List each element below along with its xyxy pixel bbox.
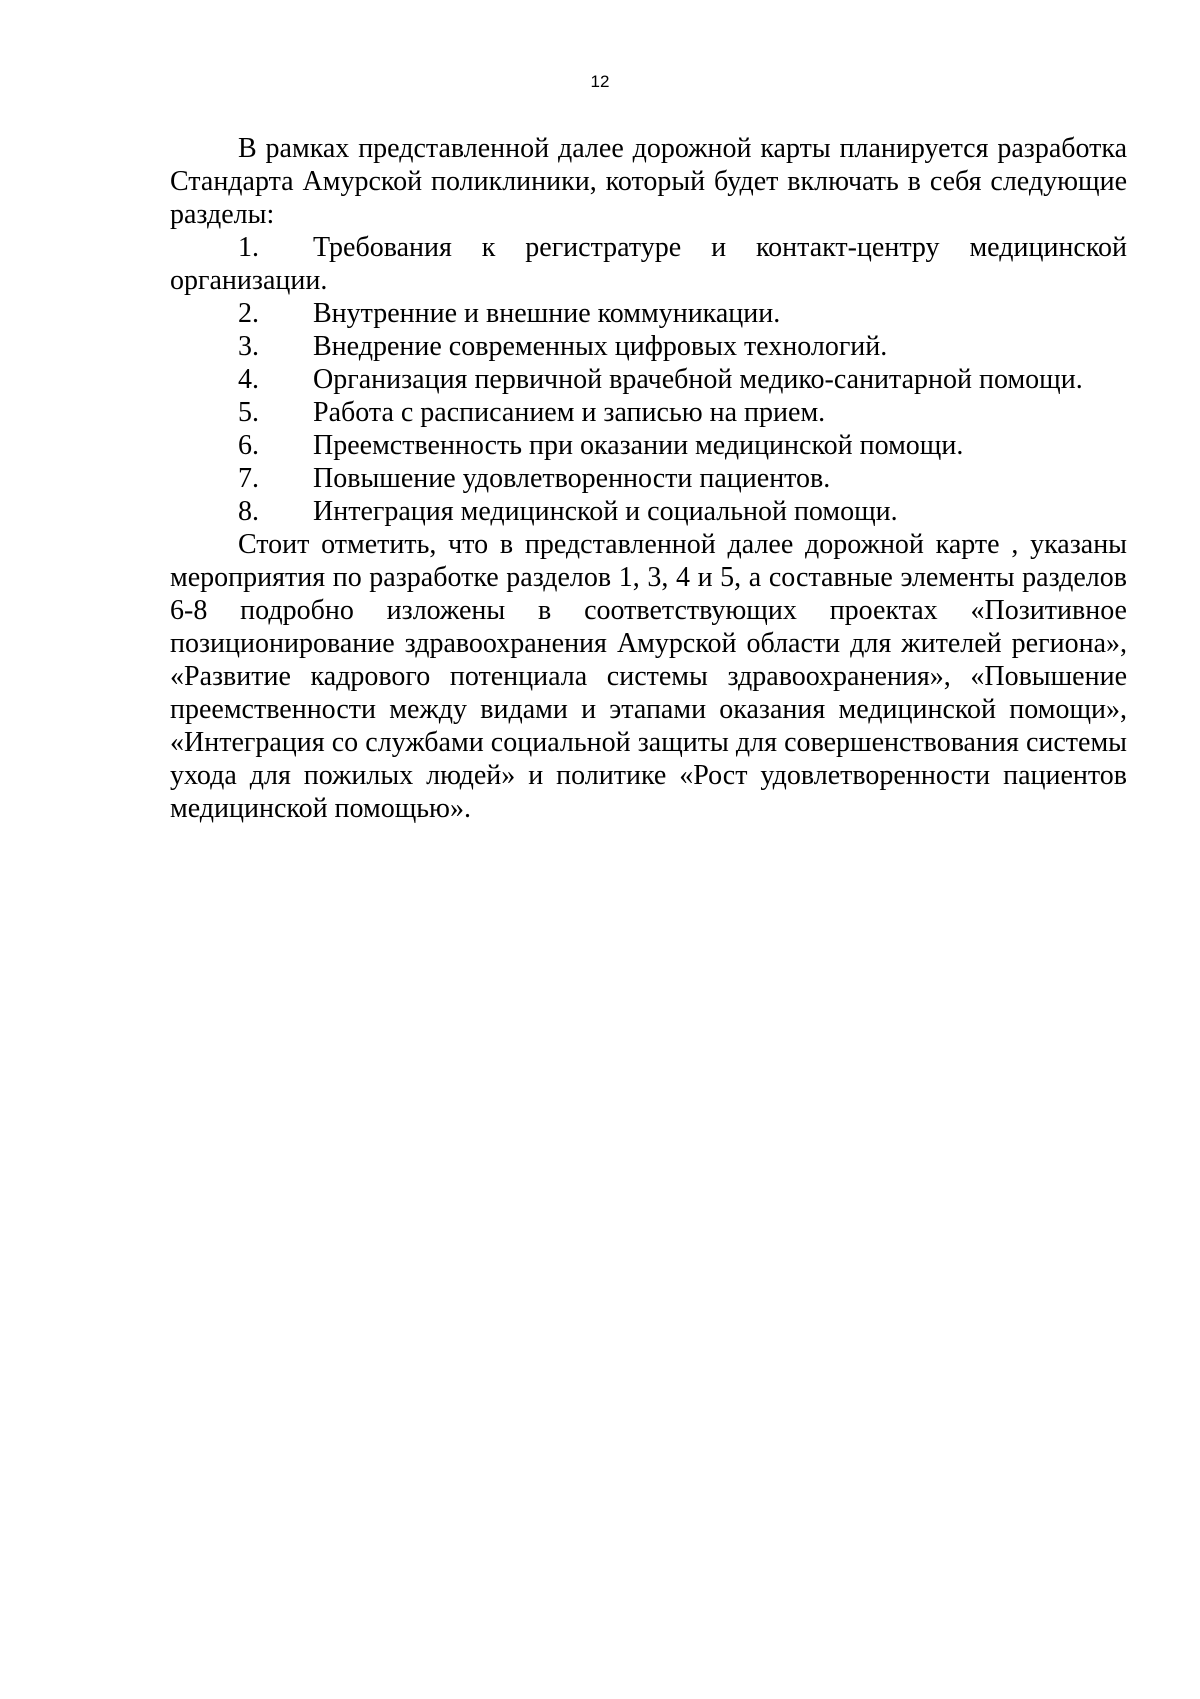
- list-item-text: Преемственность при оказании медицинской помощи.: [313, 430, 964, 461]
- list-item: [170, 363, 1127, 396]
- list-item-text: Требования к регистратуре и контакт-центру медицинской организации.: [170, 232, 1127, 296]
- list-item-number: 1.: [238, 232, 259, 263]
- document-body: [170, 132, 1127, 825]
- list-item-text: Повышение удовлетворенности пациентов.: [313, 463, 831, 494]
- list-item-number: 2.: [238, 298, 259, 329]
- list-item-number: 7.: [238, 463, 259, 494]
- sections-list: [170, 231, 1127, 528]
- list-item: [170, 231, 1127, 297]
- list-item-text: Внедрение современных цифровых технологий.: [313, 331, 888, 362]
- list-item-number: 5.: [238, 397, 259, 428]
- list-item: [170, 297, 1127, 330]
- intro-paragraph: В рамках представленной далее дорожной карты планируется разработка Стандарта Амурской поликлиники, который будет включать в себя следующие разделы:: [170, 133, 1127, 230]
- list-item-number: 3.: [238, 331, 259, 362]
- list-item-text: Внутренние и внешние коммуникации.: [313, 298, 781, 329]
- list-item-number: 4.: [238, 364, 259, 395]
- list-item-number: 6.: [238, 430, 259, 461]
- list-item: [170, 462, 1127, 495]
- page-number: 12: [590, 72, 610, 91]
- list-item: [170, 429, 1127, 462]
- list-item-text: Работа с расписанием и записью на прием.: [313, 397, 826, 428]
- list-item-number: 8.: [238, 496, 259, 527]
- list-item-text: Организация первичной врачебной медико-санитарной помощи.: [313, 364, 1083, 395]
- list-item: [170, 396, 1127, 429]
- conclusion-paragraph: Стоит отметить, что в представленной далее дорожной карте , указаны мероприятия по разработке разделов 1, 3, 4 и 5, а составные элементы разделов 6-8 подробно изложены в соответствующих проектах «Позитивное позиционирование здравоохранения Амурской области для жителей региона», «Развитие кадрового потенциала системы здравоохранения», «Повышение преемственности между видами и этапами оказания медицинской помощи», «Интеграция со службами социальной защиты для совершенствования системы ухода для пожилых людей» и политике «Рост удовлетворенности пациентов медицинской помощью».: [170, 529, 1127, 824]
- list-item: [170, 495, 1127, 528]
- list-item: [170, 330, 1127, 363]
- list-item-text: Интеграция медицинской и социальной помощи.: [313, 496, 898, 527]
